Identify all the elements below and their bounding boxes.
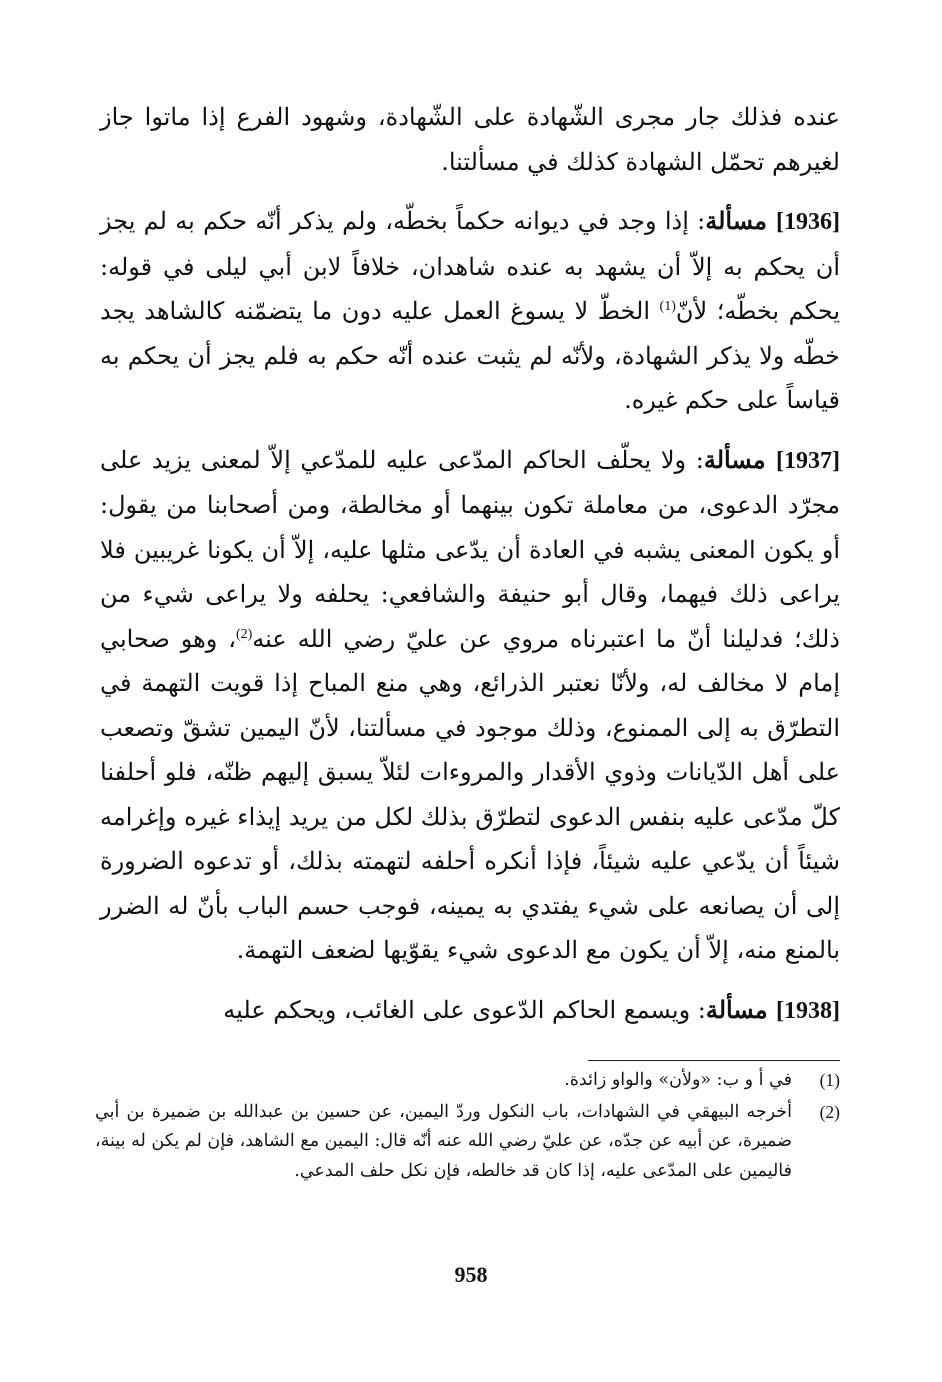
main-text (100, 95, 840, 1048)
issue-label: مسألة (705, 206, 767, 235)
footnote-item (95, 1098, 840, 1187)
footnote-number: (1) (819, 1070, 840, 1090)
footnote-reference[interactable]: (1) (659, 299, 676, 314)
paragraph-issue-1936 (100, 199, 840, 423)
footnote-reference[interactable]: (2) (235, 626, 253, 642)
issue-label: مسألة (705, 994, 768, 1024)
issue-heading (706, 995, 840, 1024)
footnote-text: في أ و ب: «ولأن» والواو زائدة. (564, 1070, 792, 1090)
page-number: 958 (454, 1262, 488, 1287)
paragraph-issue-1938 (100, 988, 840, 1034)
issue-heading (704, 445, 840, 474)
paragraph-continuation (100, 95, 840, 184)
paragraph-text: الخطّ لا يسوغ العمل عليه دون ما يتضمّنه كالشاهد يجد خطّه ولا يذكر الشهادة، ولأنّه لم يثبت عنده أنّه حكم به فلم يجز أن يحكم به قياساً على حكم غيره. (100, 297, 840, 414)
issue-number: [1938] (776, 997, 840, 1024)
issue-heading (705, 206, 840, 235)
footnote-number: (2) (819, 1101, 840, 1122)
paragraph-text: ، وهو صحابي إمام لا مخالف له، ولأنّا نعتبر الذرائع، وهي منع المباح إذا قويت التهمة في التطرّق به إلى الممنوع، وذلك موجود في مسألتنا، لأنّ اليمين تشقّ وتصعب على أهل الدّيانات وذوي الأقدار والمروءات لئلاّ يسبق إليهم ظنّه، فلو أحلفنا كلّ مدّعى عليه بنفس الدعوى لتطرّق بذلك لكل من يريد إيذاء غيره وإغرامه شيئاً أن يدّعي عليه شيئاً، فإذا أنكره أحلفه لتهمته بذلك، أو تدعوه الضرورة إلى أن يصانعه على شيء يفتدي به يمينه، فوجب حسم الباب بأنّ له الضرر بالمنع منه، إلاّ أن يكون مع الدعوى شيء يقوّيها لضعف التهمة. (100, 624, 840, 964)
paragraph-text: عنده فذلك جار مجرى الشّهادة على الشّهادة، وشهود الفرع إذا ماتوا جاز لغيرهم تحمّل الشهادة كذلك في مسألتنا. (100, 103, 840, 176)
issue-number: [1937] (776, 447, 840, 474)
footnote-item (95, 1066, 840, 1096)
footnote-divider (588, 1060, 840, 1061)
paragraph-text: : إذا وجد في ديوانه حكماً بخطّه، ولم يذكر أنّه حكم به لم يجز أن يحكم به إلاّ أن يشهد به عنده شاهدان، خلافاً لابن أبي ليلى في قوله: يحكم بخطّه؛ لأنّ (100, 207, 841, 325)
paragraph-issue-1937 (100, 438, 840, 973)
issue-number: [1936] (776, 209, 840, 235)
footnote-text: أخرجه البيهقي في الشهادات، باب النكول وردّ اليمين، عن حسين بن عبدالله بن ضميرة بن أبي ضميرة، عن أبيه عن جدّه، عن عليّ رضي الله عنه أنّه قال: اليمين مع الشاهد، فإن لم يكن له بينة، فاليمين على المدّعى عليه، إذا كان قد خالطه، فإن نكل حلف المدعي. (95, 1101, 792, 1181)
footnotes (95, 1066, 840, 1188)
issue-label: مسألة (703, 444, 766, 474)
paragraph-text: : ويسمع الحاكم الدّعوى على الغائب، ويحكم عليه (223, 995, 706, 1024)
paragraph-text: : ولا يحلّف الحاكم المدّعى عليه للمدّعي إلاّ لمعنى يزيد على مجرّد الدعوى، من معاملة تكون بينهما أو مخالطة، ومن أصحابنا من يقول: أو يكون المعنى يشبه في العادة أن يدّعى مثلها عليه، إلاّ أن يكونا غريبين فلا يراعى ذلك فيهما، وقال أبو حنيفة والشافعي: يحلفه ولا يراعى شيء من ذلك؛ فدليلنا أنّ ما اعتبرناه مروي عن عليّ رضي الله عنه (100, 445, 840, 653)
